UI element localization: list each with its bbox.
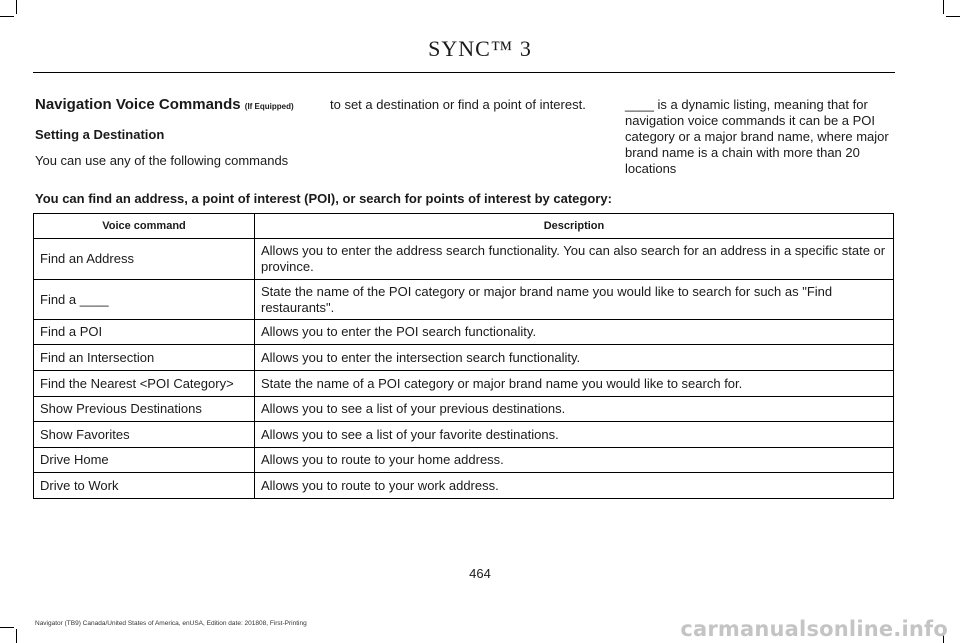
table-row	[34, 397, 894, 422]
crop-mark-top-left-v	[16, 0, 17, 14]
column-header-voice-command: Voice command	[34, 214, 255, 239]
table-row	[34, 239, 894, 280]
column-middle	[330, 97, 605, 113]
voice-command-cell: Show Previous Destinations	[34, 397, 255, 422]
description-cell: State the name of a POI category or major brand name you would like to search for.	[255, 371, 894, 397]
table-row	[34, 422, 894, 448]
voice-command-table	[33, 213, 894, 499]
table-row	[34, 345, 894, 371]
section-heading-text: Navigation Voice Commands	[35, 96, 241, 113]
crop-mark-top-right-h	[946, 16, 960, 17]
table-row	[34, 448, 894, 473]
voice-command-cell: Show Favorites	[34, 422, 255, 448]
section-heading-note: (If Equipped)	[244, 102, 294, 111]
body-text-right: ____ is a dynamic listing, meaning that for navigation voice commands it can be a POI category or a major brand name, where major brand name is a chain with more than 20 locations	[625, 97, 889, 176]
page-header-title: SYNC™ 3	[428, 36, 532, 61]
column-right	[625, 97, 897, 177]
table-intro: You can find an address, a point of interest (POI), or search for points of interest by category:	[35, 191, 612, 206]
description-cell: Allows you to see a list of your favorite destinations.	[255, 422, 894, 448]
description-cell: Allows you to enter the intersection search functionality.	[255, 345, 894, 371]
voice-command-cell: Find an Intersection	[34, 345, 255, 371]
section-heading	[35, 97, 310, 115]
voice-command-cell: Find a POI	[34, 320, 255, 345]
page-number: 464	[469, 566, 491, 581]
table-row	[34, 320, 894, 345]
voice-command-cell: Find a ____	[34, 280, 255, 320]
description-cell: Allows you to route to your home address.	[255, 448, 894, 473]
voice-command-cell: Drive to Work	[34, 473, 255, 499]
column-left	[35, 97, 310, 169]
crop-mark-bottom-left-v	[16, 629, 17, 643]
table-row	[34, 473, 894, 499]
description-cell: Allows you to route to your work address.	[255, 473, 894, 499]
description-cell: State the name of the POI category or major brand name you would like to search for such as "Find restaurants".	[255, 280, 894, 320]
crop-mark-bottom-left-h	[0, 627, 14, 628]
header-divider	[33, 72, 895, 73]
table-header-row	[34, 214, 894, 239]
body-text-left: You can use any of the following commands	[35, 153, 289, 168]
body-text-middle: to set a destination or find a point of interest.	[330, 97, 586, 112]
table-row	[34, 280, 894, 320]
column-header-description: Description	[255, 214, 894, 239]
site-watermark: carmanualsonline.info	[680, 617, 948, 641]
subsection-heading: Setting a Destination	[35, 127, 165, 142]
voice-command-cell: Find the Nearest <POI Category>	[34, 371, 255, 397]
edition-footer: Navigator (TB9) Canada/United States of America, enUSA, Edition date: 201808, First-Printing	[35, 620, 307, 627]
description-cell: Allows you to enter the POI search functionality.	[255, 320, 894, 345]
description-cell: Allows you to enter the address search functionality. You can also search for an address in a specific state or province.	[255, 239, 894, 280]
description-cell: Allows you to see a list of your previous destinations.	[255, 397, 894, 422]
voice-command-cell: Drive Home	[34, 448, 255, 473]
voice-command-cell: Find an Address	[34, 239, 255, 280]
crop-mark-top-right-v	[943, 0, 944, 14]
table-row	[34, 371, 894, 397]
crop-mark-top-left-h	[0, 16, 14, 17]
